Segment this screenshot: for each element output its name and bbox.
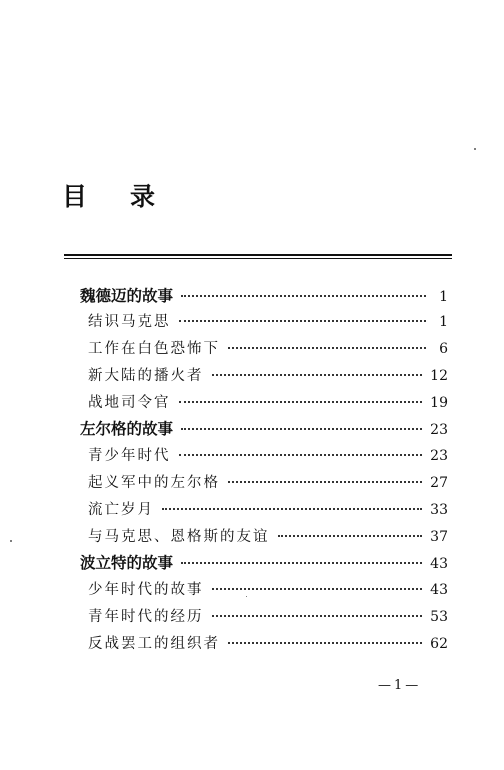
toc-entry-label: 青年时代的经历 (88, 609, 204, 625)
title-rule-thin (64, 258, 452, 259)
toc-entry[interactable] (0, 310, 448, 334)
toc-entry-page: 43 (430, 556, 448, 572)
toc-entry-page: 23 (430, 448, 448, 464)
dot-leader (181, 428, 422, 430)
toc-entry[interactable] (0, 284, 448, 308)
toc-entry-page: 12 (430, 368, 448, 384)
page-title (62, 177, 156, 213)
page-number: —1— (378, 678, 422, 693)
toc-entry[interactable] (0, 337, 448, 361)
toc-entry-label: 工作在白色恐怖下 (88, 341, 220, 357)
toc-entry-label: 魏德迈的故事 (80, 287, 174, 305)
title-char-2: 录 (130, 182, 156, 211)
toc-entry[interactable] (0, 417, 448, 441)
dot-leader (212, 588, 423, 590)
toc-entry-page: 1 (439, 289, 448, 305)
dot-leader (278, 535, 423, 537)
toc-entry-label: 起义军中的左尔格 (88, 475, 220, 491)
dot-leader (228, 347, 426, 349)
title-rule-thick (64, 254, 452, 256)
toc-entry-page: 53 (430, 609, 448, 625)
toc-entry[interactable] (0, 578, 448, 602)
scan-speck (474, 148, 476, 150)
toc-entry-page: 62 (430, 636, 448, 652)
toc-entry[interactable] (0, 551, 448, 575)
scan-speck (246, 596, 247, 597)
toc-entry-label: 与马克思、恩格斯的友谊 (88, 529, 270, 545)
dot-leader (212, 615, 423, 617)
toc-entry-label: 流亡岁月 (88, 502, 154, 518)
toc-entry-page: 23 (430, 422, 448, 438)
dot-leader (162, 508, 422, 510)
dot-leader (181, 295, 426, 297)
toc-entry-page: 33 (430, 502, 448, 518)
toc-entry-page: 19 (430, 395, 448, 411)
toc-entry[interactable] (0, 471, 448, 495)
dot-leader (228, 481, 422, 483)
dot-leader (179, 401, 423, 403)
toc-entry-label: 结识马克思 (88, 314, 171, 330)
toc-entry[interactable] (0, 605, 448, 629)
toc-entry[interactable] (0, 632, 448, 656)
toc-entry-label: 战地司令官 (88, 395, 171, 411)
toc-entry-label: 波立特的故事 (80, 554, 174, 572)
toc-entry-page: 37 (430, 529, 448, 545)
dot-leader (228, 642, 422, 644)
toc-entry-label: 反战罢工的组织者 (88, 636, 220, 652)
dot-leader (181, 562, 422, 564)
title-char-1: 目 (62, 182, 88, 211)
toc-entry[interactable] (0, 525, 448, 549)
toc-entry-page: 1 (439, 314, 448, 330)
toc-entry[interactable] (0, 391, 448, 415)
toc-entry[interactable] (0, 364, 448, 388)
toc-entry[interactable] (0, 444, 448, 468)
toc-entry-label: 左尔格的故事 (80, 420, 174, 438)
toc-entry-label: 新大陆的播火者 (88, 368, 204, 384)
toc-entry[interactable] (0, 498, 448, 522)
toc-entry-page: 6 (439, 341, 448, 357)
toc-entry-page: 43 (430, 582, 448, 598)
dot-leader (212, 374, 423, 376)
toc-entry-label: 青少年时代 (88, 448, 171, 464)
scan-speck (10, 540, 12, 542)
toc-entry-page: 27 (430, 475, 448, 491)
dot-leader (179, 320, 427, 322)
toc-entry-label: 少年时代的故事 (88, 582, 204, 598)
dot-leader (179, 454, 423, 456)
